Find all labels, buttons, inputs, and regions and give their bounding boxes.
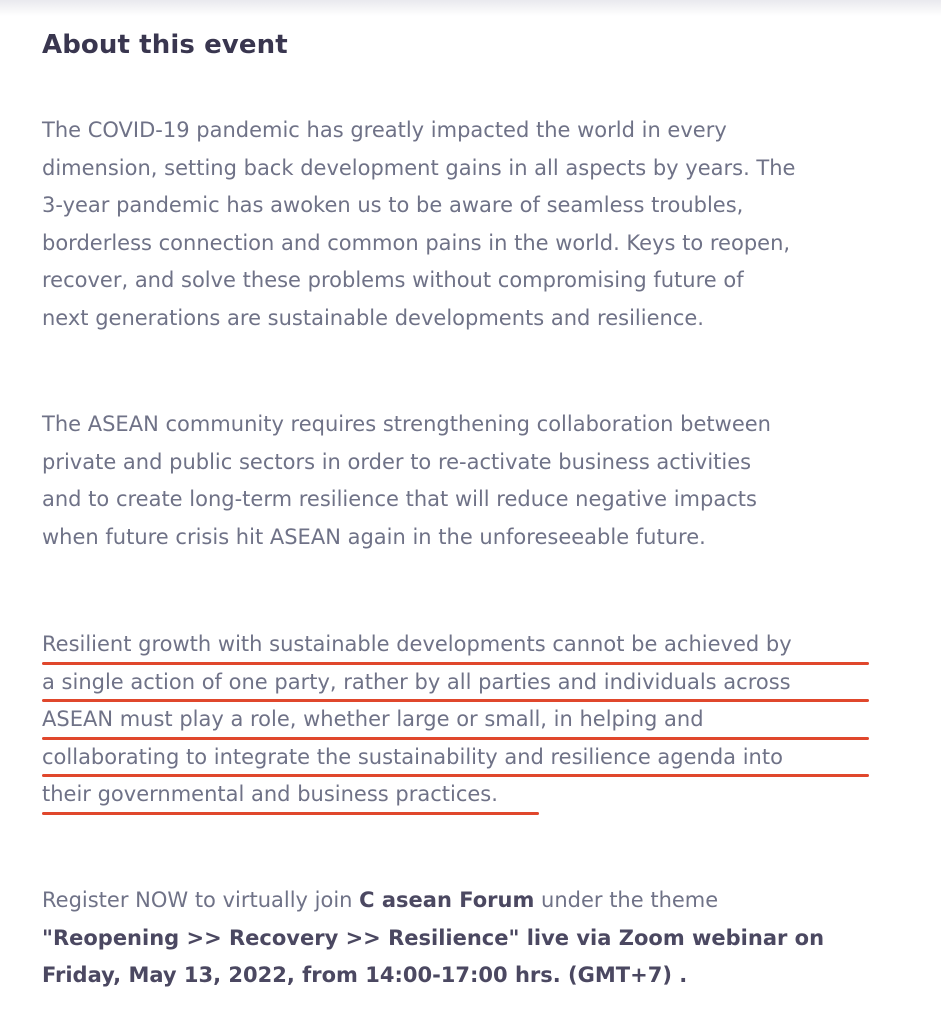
description-paragraph-1 [42, 112, 902, 337]
paragraph-line: The ASEAN community requires strengthening collaboration between [42, 412, 771, 436]
underlined-line: their governmental and business practices. [42, 776, 539, 814]
paragraph-line: recover, and solve these problems without compromising future of [42, 268, 744, 292]
event-date-line: Friday, May 13, 2022, from 14:00-17:00 hrs. (GMT+7) . [42, 963, 688, 987]
registration-paragraph [42, 882, 902, 995]
forum-name: C asean Forum [359, 888, 535, 912]
section-heading: About this event [42, 30, 288, 60]
paragraph-line: borderless connection and common pains in the world. Keys to reopen, [42, 230, 791, 255]
event-theme-line: "Reopening >> Recovery >> Resilience" live via Zoom webinar on [42, 925, 825, 950]
registration-prefix: Register NOW to virtually join [42, 888, 360, 912]
underlined-line: a single action of one party, rather by all parties and individuals across [42, 664, 869, 702]
underlined-line: Resilient growth with sustainable developments cannot be achieved by [42, 626, 869, 664]
paragraph-line: 3-year pandemic has awoken us to be aware of seamless troubles, [42, 193, 744, 217]
top-divider-shadow [0, 0, 941, 16]
paragraph-line: when future crisis hit ASEAN again in the unforeseeable future. [42, 524, 706, 549]
paragraph-line: The COVID-19 pandemic has greatly impacted the world in every [42, 118, 727, 142]
paragraph-line: and to create long-term resilience that will reduce negative impacts [42, 487, 757, 511]
underlined-paragraph [42, 626, 902, 814]
registration-line-1 [42, 882, 902, 920]
paragraph-line: next generations are sustainable developments and resilience. [42, 305, 704, 330]
paragraph-line: private and public sectors in order to re-activate business activities [42, 449, 752, 474]
description-paragraph-2 [42, 406, 902, 556]
underlined-line: ASEAN must play a role, whether large or small, in helping and [42, 701, 869, 739]
registration-suffix: under the theme [534, 888, 719, 912]
paragraph-line: dimension, setting back development gains in all aspects by years. The [42, 155, 796, 180]
underlined-line: collaborating to integrate the sustainability and resilience agenda into [42, 739, 869, 777]
